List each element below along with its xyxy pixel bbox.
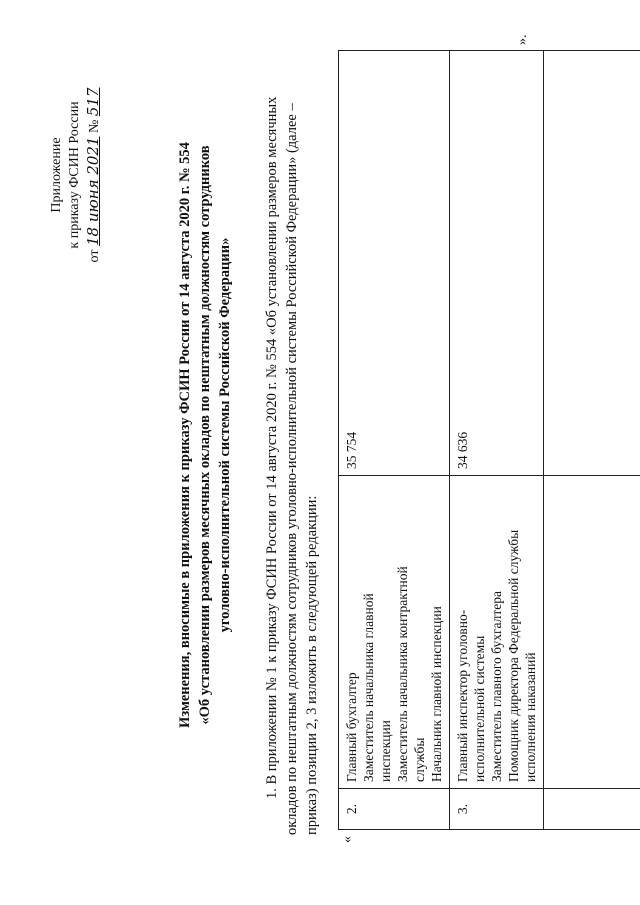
position-name: исполнения наказаний — [523, 652, 538, 782]
position-name: инспекции — [378, 720, 393, 782]
appendix-date-prefix: от — [87, 249, 102, 263]
empty-cell — [544, 51, 640, 476]
position-names — [339, 476, 450, 789]
paragraph-line-2: окладов по нештатным должностям сотрудников уголовно-исполнительной системы Российской Федерации» (далее – — [284, 103, 300, 835]
position-name: Помощник директора Федеральной службы — [506, 529, 521, 782]
appendix-order-ref: к приказу ФСИН России — [67, 101, 82, 249]
closing-quote: ». — [515, 34, 530, 45]
appendix-header — [48, 75, 104, 275]
appendix-number-label: № — [87, 119, 102, 134]
table-row-empty — [544, 51, 640, 830]
document-title — [175, 75, 235, 795]
position-name: Главный инспектор уголовно- — [455, 609, 470, 782]
table-row — [450, 51, 544, 830]
position-name: Начальник главной инспекции — [429, 606, 444, 782]
salary-value: 35 754 — [339, 51, 450, 476]
paragraph-line-3: приказ) позиции 2, 3 изложить в следующей редакции: — [304, 495, 320, 835]
appendix-date-handwritten: 18 июня 2021 — [84, 136, 102, 247]
position-names — [450, 476, 544, 789]
row-number: 3. — [450, 789, 544, 830]
table-row — [339, 51, 450, 830]
title-line-1: Изменения, вносимые в приложения к приказу ФСИН России от 14 августа 2020 г. № 554 — [177, 142, 193, 728]
appendix-title: Приложение — [49, 137, 64, 213]
empty-cell — [544, 476, 640, 789]
position-name: Заместитель начальника главной — [361, 593, 376, 782]
position-name: Заместитель главного бухгалтера — [489, 590, 504, 782]
positions-table — [338, 50, 640, 830]
position-name: Главный бухгалтер — [344, 672, 359, 782]
row-number: 2. — [339, 789, 450, 830]
opening-quote: « — [340, 836, 355, 843]
amendment-paragraph — [262, 55, 322, 835]
title-line-3: уголовно-исполнительной системы Российской Федерации» — [217, 237, 233, 633]
position-name: Заместитель начальника контрактной — [395, 566, 410, 782]
position-name: службы — [412, 737, 427, 782]
title-line-2: «Об установлении размеров месячных окладов по нештатным должностям сотрудников — [197, 145, 213, 725]
empty-cell — [544, 789, 640, 830]
salary-value: 34 636 — [450, 51, 544, 476]
position-name: исполнительной системы — [472, 635, 487, 782]
paragraph-line-1: 1. В приложении № 1 к приказу ФСИН России от 14 августа 2020 г. № 554 «Об установлении размеров месячных — [264, 96, 280, 799]
appendix-number-handwritten: 517 — [84, 87, 102, 117]
appendix-date-line — [84, 75, 104, 275]
